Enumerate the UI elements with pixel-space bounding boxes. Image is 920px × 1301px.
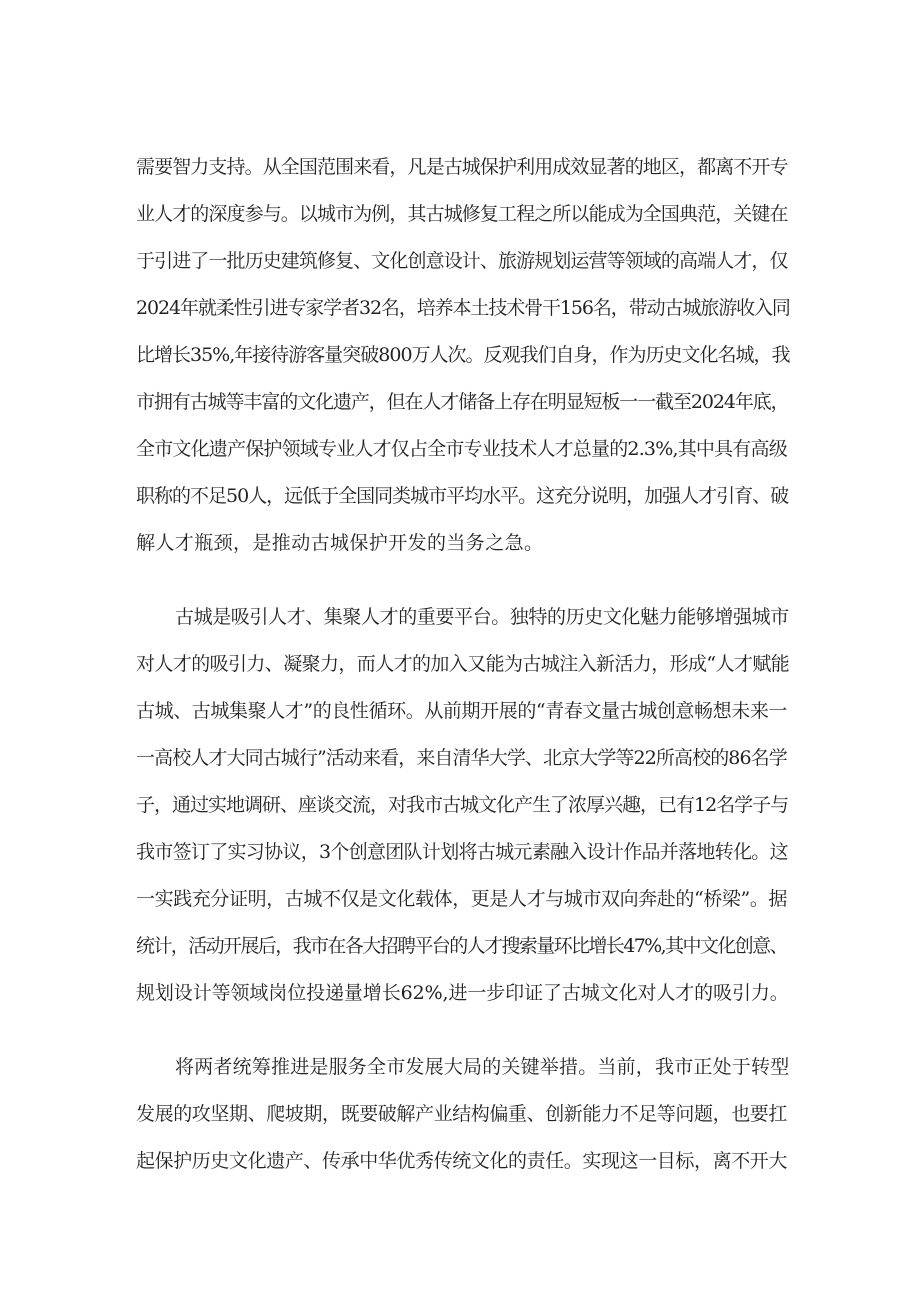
paragraph-line: 业人才的深度参与。以城市为例，其古城修复工程之所以能成为全国典范，关键在 bbox=[136, 203, 788, 225]
paragraph-line: 统计，活动开展后，我市在各大招聘平台的人才搜索量环比增长47%,其中文化创意、 bbox=[136, 935, 787, 957]
paragraph-line: 对人才的吸引力、凝聚力，而人才的加入又能为古城注入新活力，形成“人才赋能 bbox=[136, 653, 790, 675]
paragraph-line: 于引进了一批历史建筑修复、文化创意设计、旅游规划运营等领域的高端人才，仅 bbox=[136, 250, 788, 272]
paragraph-line: 解人才瓶颈，是推动古城保护开发的当务之急。 bbox=[136, 532, 544, 554]
paragraph-line: 发展的攻坚期、爬坡期，既要破解产业结构偏重、创新能力不足等问题，也要扛 bbox=[136, 1103, 788, 1125]
paragraph-line: 一实践充分证明，古城不仅是文化载体，更是人才与城市双向奔赴的“桥梁”。据 bbox=[136, 888, 788, 910]
paragraph-line: 2024年就柔性引进专家学者32名，培养本土技术骨干156名，带动古城旅游收入同 bbox=[136, 297, 790, 319]
paragraph-line: 古城、古城集聚人才”的良性循环。从前期开展的“青春文量古城创意畅想未来一 bbox=[136, 700, 788, 722]
paragraph-line: 全市文化遗产保护领域专业人才仅占全市专业技术人才总量的2.3%,其中具有高级 bbox=[136, 438, 787, 460]
paragraph-line: 一高校人才大同古城行”活动来看，来自清华大学、北京大学等22所高校的86名学 bbox=[136, 747, 787, 769]
paragraph-line: 古城是吸引人才、集聚人才的重要平台。独特的历史文化魅力能够增强城市 bbox=[175, 606, 789, 628]
paragraph-line: 我市签订了实习协议，3个创意团队计划将古城元素融入设计作品并落地转化。这 bbox=[136, 841, 788, 863]
paragraph-line: 比增长35%,年接待游客量突破800万人次。反观我们自身，作为历史文化名城，我 bbox=[136, 344, 790, 366]
paragraph-line: 将两者统筹推进是服务全市发展大局的关键举措。当前，我市正处于转型 bbox=[175, 1056, 790, 1078]
paragraph-line: 职称的不足50人，远低于全国同类城市平均水平。这充分说明，加强人才引育、破 bbox=[136, 485, 789, 507]
paragraph-line: 起保护历史文化遗产、传承中华优秀传统文化的责任。实现这一目标，离不开大 bbox=[136, 1150, 788, 1172]
paragraph-line: 市拥有古城等丰富的文化遗产，但在人才储备上存在明显短板一一截至2024年底， bbox=[136, 391, 789, 413]
paragraph-line: 需要智力支持。从全国范围来看，凡是古城保护利用成效显著的地区，都离不开专 bbox=[136, 156, 788, 178]
paragraph-line: 规划设计等领域岗位投递量增长62%,进一步印证了古城文化对人才的吸引力。 bbox=[136, 982, 789, 1004]
paragraph-line: 子，通过实地调研、座谈交流，对我市古城文化产生了浓厚兴趣，已有12名学子与 bbox=[136, 794, 789, 816]
